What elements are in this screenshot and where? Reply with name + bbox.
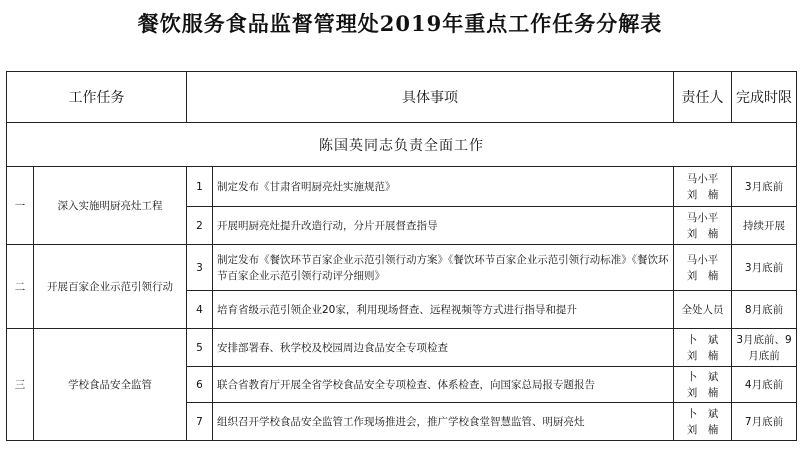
table-row — [7, 167, 797, 207]
table-row — [7, 245, 797, 291]
responsible-cell — [674, 207, 732, 245]
deadline-cell: 4月底前 — [732, 367, 797, 403]
item-text: 组织召开学校食品安全监管工作现场推进会，推广学校食堂智慧监管、明厨亮灶 — [213, 403, 674, 441]
responsible-2: 刘 楠 — [686, 227, 719, 240]
deadline-cell: 8月底前 — [732, 291, 797, 329]
deadline-cell: 3月底前、9月底前 — [732, 329, 797, 367]
group-number: 三 — [7, 329, 34, 441]
responsible-cell — [674, 291, 732, 329]
task-table — [6, 71, 797, 441]
lead-row-text: 陈国英同志负责全面工作 — [7, 123, 797, 167]
responsible-1: 卜 斌 — [686, 370, 719, 383]
page-title: 餐饮服务食品监督管理处2019年重点工作任务分解表 — [137, 11, 663, 36]
deadline-cell: 3月底前 — [732, 245, 797, 291]
item-text: 制定发布《甘肃省明厨亮灶实施规范》 — [213, 167, 674, 207]
responsible-cell — [674, 167, 732, 207]
lead-row — [7, 123, 797, 167]
deadline-cell: 持续开展 — [732, 207, 797, 245]
responsible-2: 刘 楠 — [686, 269, 719, 282]
item-index: 6 — [187, 367, 213, 403]
item-index: 2 — [187, 207, 213, 245]
header-deadline: 完成时限 — [732, 72, 797, 123]
group-task: 开展百家企业示范引领行动 — [34, 245, 187, 329]
group-task: 学校食品安全监管 — [34, 329, 187, 441]
header-row — [7, 72, 797, 123]
item-text: 联合省教育厅开展全省学校食品安全专项检查、体系检查，向国家总局报专题报告 — [213, 367, 674, 403]
responsible-cell — [674, 245, 732, 291]
responsible-1: 马小平 — [686, 172, 719, 185]
item-text: 安排部署春、秋学校及校园周边食品安全专项检查 — [213, 329, 674, 367]
header-items: 具体事项 — [187, 72, 674, 123]
item-index: 4 — [187, 291, 213, 329]
item-text: 开展明厨亮灶提升改造行动，分片开展督查指导 — [213, 207, 674, 245]
item-text: 制定发布《餐饮环节百家企业示范引领行动方案》《餐饮环节百家企业示范引领行动标准》《餐饮环节百家企业示范引领行动评分细则》 — [213, 245, 674, 291]
responsible-cell — [674, 367, 732, 403]
responsible-1: 马小平 — [686, 253, 719, 266]
responsible-2: 刘 楠 — [686, 423, 719, 436]
item-index: 1 — [187, 167, 213, 207]
group-number: 一 — [7, 167, 34, 245]
header-task: 工作任务 — [7, 72, 187, 123]
header-responsible: 责任人 — [674, 72, 732, 123]
group-task: 深入实施明厨亮灶工程 — [34, 167, 187, 245]
responsible-1: 全处人员 — [681, 303, 724, 316]
item-index: 3 — [187, 245, 213, 291]
responsible-cell — [674, 403, 732, 441]
deadline-cell: 7月底前 — [732, 403, 797, 441]
deadline-cell: 3月底前 — [732, 167, 797, 207]
responsible-2: 刘 楠 — [686, 188, 719, 201]
item-index: 5 — [187, 329, 213, 367]
responsible-2: 刘 楠 — [686, 386, 719, 399]
responsible-2: 刘 楠 — [686, 349, 719, 362]
responsible-1: 卜 斌 — [686, 407, 719, 420]
responsible-1: 卜 斌 — [686, 333, 719, 346]
responsible-1: 马小平 — [686, 211, 719, 224]
responsible-cell — [674, 329, 732, 367]
group-number: 二 — [7, 245, 34, 329]
table-row — [7, 329, 797, 367]
item-text: 培育省级示范引领企业20家，利用现场督查、远程视频等方式进行指导和提升 — [213, 291, 674, 329]
item-index: 7 — [187, 403, 213, 441]
